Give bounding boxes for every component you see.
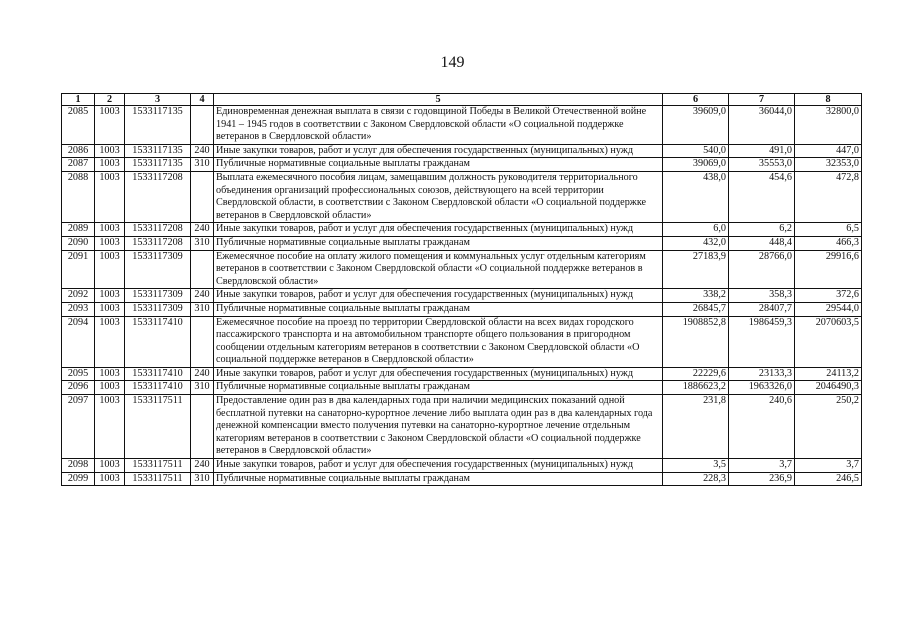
description-cell: Ежемесячное пособие на проезд по территории Свердловской области на всех видах городского пассажирского транспорта и на автомобильном транспорте общего пользования в пригородном сообщении отдельным категориям ветеранов в соответствии с Законом Свердловской области «О социальной поддержке ветеранов в Свердловской области» <box>214 316 663 367</box>
section-code-cell: 1003 <box>95 289 125 303</box>
expense-type-cell: 240 <box>191 367 214 381</box>
table-row <box>62 367 862 381</box>
target-code-cell: 1533117410 <box>125 316 191 367</box>
amount-year1-cell: 26845,7 <box>663 302 729 316</box>
amount-year2-cell: 358,3 <box>729 289 795 303</box>
section-code-cell: 1003 <box>95 223 125 237</box>
expense-type-cell: 240 <box>191 289 214 303</box>
table-row <box>62 459 862 473</box>
amount-year1-cell: 22229,6 <box>663 367 729 381</box>
section-code-cell: 1003 <box>95 316 125 367</box>
expense-type-cell: 310 <box>191 302 214 316</box>
amount-year2-cell: 454,6 <box>729 171 795 222</box>
target-code-cell: 1533117309 <box>125 289 191 303</box>
amount-year2-cell: 1963326,0 <box>729 381 795 395</box>
target-code-cell: 1533117208 <box>125 236 191 250</box>
amount-year3-cell: 2046490,3 <box>795 381 862 395</box>
target-code-cell: 1533117135 <box>125 144 191 158</box>
amount-year1-cell: 540,0 <box>663 144 729 158</box>
table-row <box>62 106 862 145</box>
target-code-cell: 1533117410 <box>125 367 191 381</box>
expense-type-cell <box>191 171 214 222</box>
budget-table <box>61 93 862 486</box>
description-cell: Иные закупки товаров, работ и услуг для обеспечения государственных (муниципальных) нужд <box>214 367 663 381</box>
table-row <box>62 158 862 172</box>
description-cell: Иные закупки товаров, работ и услуг для обеспечения государственных (муниципальных) нужд <box>214 459 663 473</box>
amount-year1-cell: 231,8 <box>663 395 729 459</box>
target-code-cell: 1533117309 <box>125 250 191 289</box>
amount-year3-cell: 246,5 <box>795 472 862 486</box>
amount-year1-cell: 3,5 <box>663 459 729 473</box>
table-body <box>62 106 862 486</box>
amount-year1-cell: 6,0 <box>663 223 729 237</box>
amount-year2-cell: 28407,7 <box>729 302 795 316</box>
amount-year1-cell: 438,0 <box>663 171 729 222</box>
amount-year3-cell: 2070603,5 <box>795 316 862 367</box>
section-code-cell: 1003 <box>95 171 125 222</box>
description-cell: Публичные нормативные социальные выплаты гражданам <box>214 472 663 486</box>
target-code-cell: 1533117135 <box>125 106 191 145</box>
table-row <box>62 144 862 158</box>
amount-year3-cell: 472,8 <box>795 171 862 222</box>
expense-type-cell: 240 <box>191 144 214 158</box>
row-number-cell: 2096 <box>62 381 95 395</box>
header-col-2: 2 <box>95 94 125 106</box>
amount-year1-cell: 1908852,8 <box>663 316 729 367</box>
expense-type-cell: 240 <box>191 223 214 237</box>
row-number-cell: 2089 <box>62 223 95 237</box>
row-number-cell: 2091 <box>62 250 95 289</box>
expense-type-cell <box>191 395 214 459</box>
section-code-cell: 1003 <box>95 144 125 158</box>
expense-type-cell: 240 <box>191 459 214 473</box>
row-number-cell: 2090 <box>62 236 95 250</box>
target-code-cell: 1533117309 <box>125 302 191 316</box>
description-cell: Иные закупки товаров, работ и услуг для обеспечения государственных (муниципальных) нужд <box>214 289 663 303</box>
amount-year2-cell: 3,7 <box>729 459 795 473</box>
amount-year1-cell: 228,3 <box>663 472 729 486</box>
amount-year2-cell: 1986459,3 <box>729 316 795 367</box>
amount-year1-cell: 1886623,2 <box>663 381 729 395</box>
amount-year3-cell: 372,6 <box>795 289 862 303</box>
row-number-cell: 2093 <box>62 302 95 316</box>
header-col-5: 5 <box>214 94 663 106</box>
amount-year3-cell: 32800,0 <box>795 106 862 145</box>
section-code-cell: 1003 <box>95 106 125 145</box>
header-row <box>62 94 862 106</box>
amount-year3-cell: 466,3 <box>795 236 862 250</box>
table-row <box>62 472 862 486</box>
amount-year2-cell: 36044,0 <box>729 106 795 145</box>
amount-year3-cell: 250,2 <box>795 395 862 459</box>
target-code-cell: 1533117511 <box>125 395 191 459</box>
row-number-cell: 2097 <box>62 395 95 459</box>
amount-year3-cell: 3,7 <box>795 459 862 473</box>
row-number-cell: 2098 <box>62 459 95 473</box>
description-cell: Публичные нормативные социальные выплаты гражданам <box>214 236 663 250</box>
amount-year1-cell: 39609,0 <box>663 106 729 145</box>
expense-type-cell <box>191 250 214 289</box>
target-code-cell: 1533117208 <box>125 171 191 222</box>
row-number-cell: 2086 <box>62 144 95 158</box>
description-cell: Ежемесячное пособие на оплату жилого помещения и коммунальных услуг отдельным категориям ветеранов в соответствии с Законом Свердловской области «О социальной поддержке ветеранов в Свердловской области» <box>214 250 663 289</box>
expense-type-cell: 310 <box>191 381 214 395</box>
description-cell: Иные закупки товаров, работ и услуг для обеспечения государственных (муниципальных) нужд <box>214 223 663 237</box>
description-cell: Единовременная денежная выплата в связи с годовщиной Победы в Великой Отечественной войне 1941 – 1945 годов в соответствии с Законом Свердловской области «О социальной поддержке ветеранов в Свердловской области» <box>214 106 663 145</box>
header-col-3: 3 <box>125 94 191 106</box>
row-number-cell: 2088 <box>62 171 95 222</box>
table-row <box>62 236 862 250</box>
table-row <box>62 302 862 316</box>
section-code-cell: 1003 <box>95 302 125 316</box>
description-cell: Иные закупки товаров, работ и услуг для обеспечения государственных (муниципальных) нужд <box>214 144 663 158</box>
description-cell: Выплата ежемесячного пособия лицам, замещавшим должность руководителя территориального объединения организаций профессиональных союзов, действующего на всей территории Свердловской области, в соответствии с Законом Свердловской области «О социальной поддержке ветеранов в Свердловской области» <box>214 171 663 222</box>
amount-year3-cell: 29544,0 <box>795 302 862 316</box>
amount-year2-cell: 28766,0 <box>729 250 795 289</box>
expense-type-cell: 310 <box>191 472 214 486</box>
amount-year1-cell: 27183,9 <box>663 250 729 289</box>
row-number-cell: 2099 <box>62 472 95 486</box>
amount-year2-cell: 6,2 <box>729 223 795 237</box>
row-number-cell: 2087 <box>62 158 95 172</box>
table-row <box>62 289 862 303</box>
amount-year3-cell: 24113,2 <box>795 367 862 381</box>
amount-year2-cell: 236,9 <box>729 472 795 486</box>
amount-year3-cell: 6,5 <box>795 223 862 237</box>
table-row <box>62 250 862 289</box>
amount-year1-cell: 432,0 <box>663 236 729 250</box>
section-code-cell: 1003 <box>95 158 125 172</box>
header-col-4: 4 <box>191 94 214 106</box>
row-number-cell: 2085 <box>62 106 95 145</box>
target-code-cell: 1533117511 <box>125 459 191 473</box>
section-code-cell: 1003 <box>95 250 125 289</box>
expense-type-cell: 310 <box>191 158 214 172</box>
amount-year2-cell: 35553,0 <box>729 158 795 172</box>
row-number-cell: 2094 <box>62 316 95 367</box>
header-col-6: 6 <box>663 94 729 106</box>
description-cell: Предоставление один раз в два календарных года при наличии медицинских показаний одной бесплатной путевки на санаторно-курортное лечение либо выплата один раз в два календарных года денежной компенсации вместо получения путевки на санаторно-курортное лечение отдельным категориям ветеранов в соответствии с Законом Свердловской области «О социальной поддержке ветеранов в Свердловской области» <box>214 395 663 459</box>
table-row <box>62 395 862 459</box>
expense-type-cell <box>191 106 214 145</box>
amount-year3-cell: 447,0 <box>795 144 862 158</box>
amount-year2-cell: 491,0 <box>729 144 795 158</box>
amount-year1-cell: 338,2 <box>663 289 729 303</box>
amount-year3-cell: 29916,6 <box>795 250 862 289</box>
row-number-cell: 2092 <box>62 289 95 303</box>
expense-type-cell <box>191 316 214 367</box>
table-row <box>62 381 862 395</box>
section-code-cell: 1003 <box>95 367 125 381</box>
description-cell: Публичные нормативные социальные выплаты гражданам <box>214 381 663 395</box>
amount-year2-cell: 240,6 <box>729 395 795 459</box>
page-number: 149 <box>440 54 465 71</box>
amount-year2-cell: 23133,3 <box>729 367 795 381</box>
amount-year3-cell: 32353,0 <box>795 158 862 172</box>
amount-year1-cell: 39069,0 <box>663 158 729 172</box>
target-code-cell: 1533117135 <box>125 158 191 172</box>
table-row <box>62 171 862 222</box>
section-code-cell: 1003 <box>95 459 125 473</box>
section-code-cell: 1003 <box>95 395 125 459</box>
target-code-cell: 1533117410 <box>125 381 191 395</box>
table-row <box>62 223 862 237</box>
row-number-cell: 2095 <box>62 367 95 381</box>
description-cell: Публичные нормативные социальные выплаты гражданам <box>214 158 663 172</box>
section-code-cell: 1003 <box>95 472 125 486</box>
header-col-1: 1 <box>62 94 95 106</box>
section-code-cell: 1003 <box>95 381 125 395</box>
header-col-7: 7 <box>729 94 795 106</box>
amount-year2-cell: 448,4 <box>729 236 795 250</box>
target-code-cell: 1533117511 <box>125 472 191 486</box>
expense-type-cell: 310 <box>191 236 214 250</box>
section-code-cell: 1003 <box>95 236 125 250</box>
header-col-8: 8 <box>795 94 862 106</box>
description-cell: Публичные нормативные социальные выплаты гражданам <box>214 302 663 316</box>
target-code-cell: 1533117208 <box>125 223 191 237</box>
table-row <box>62 316 862 367</box>
